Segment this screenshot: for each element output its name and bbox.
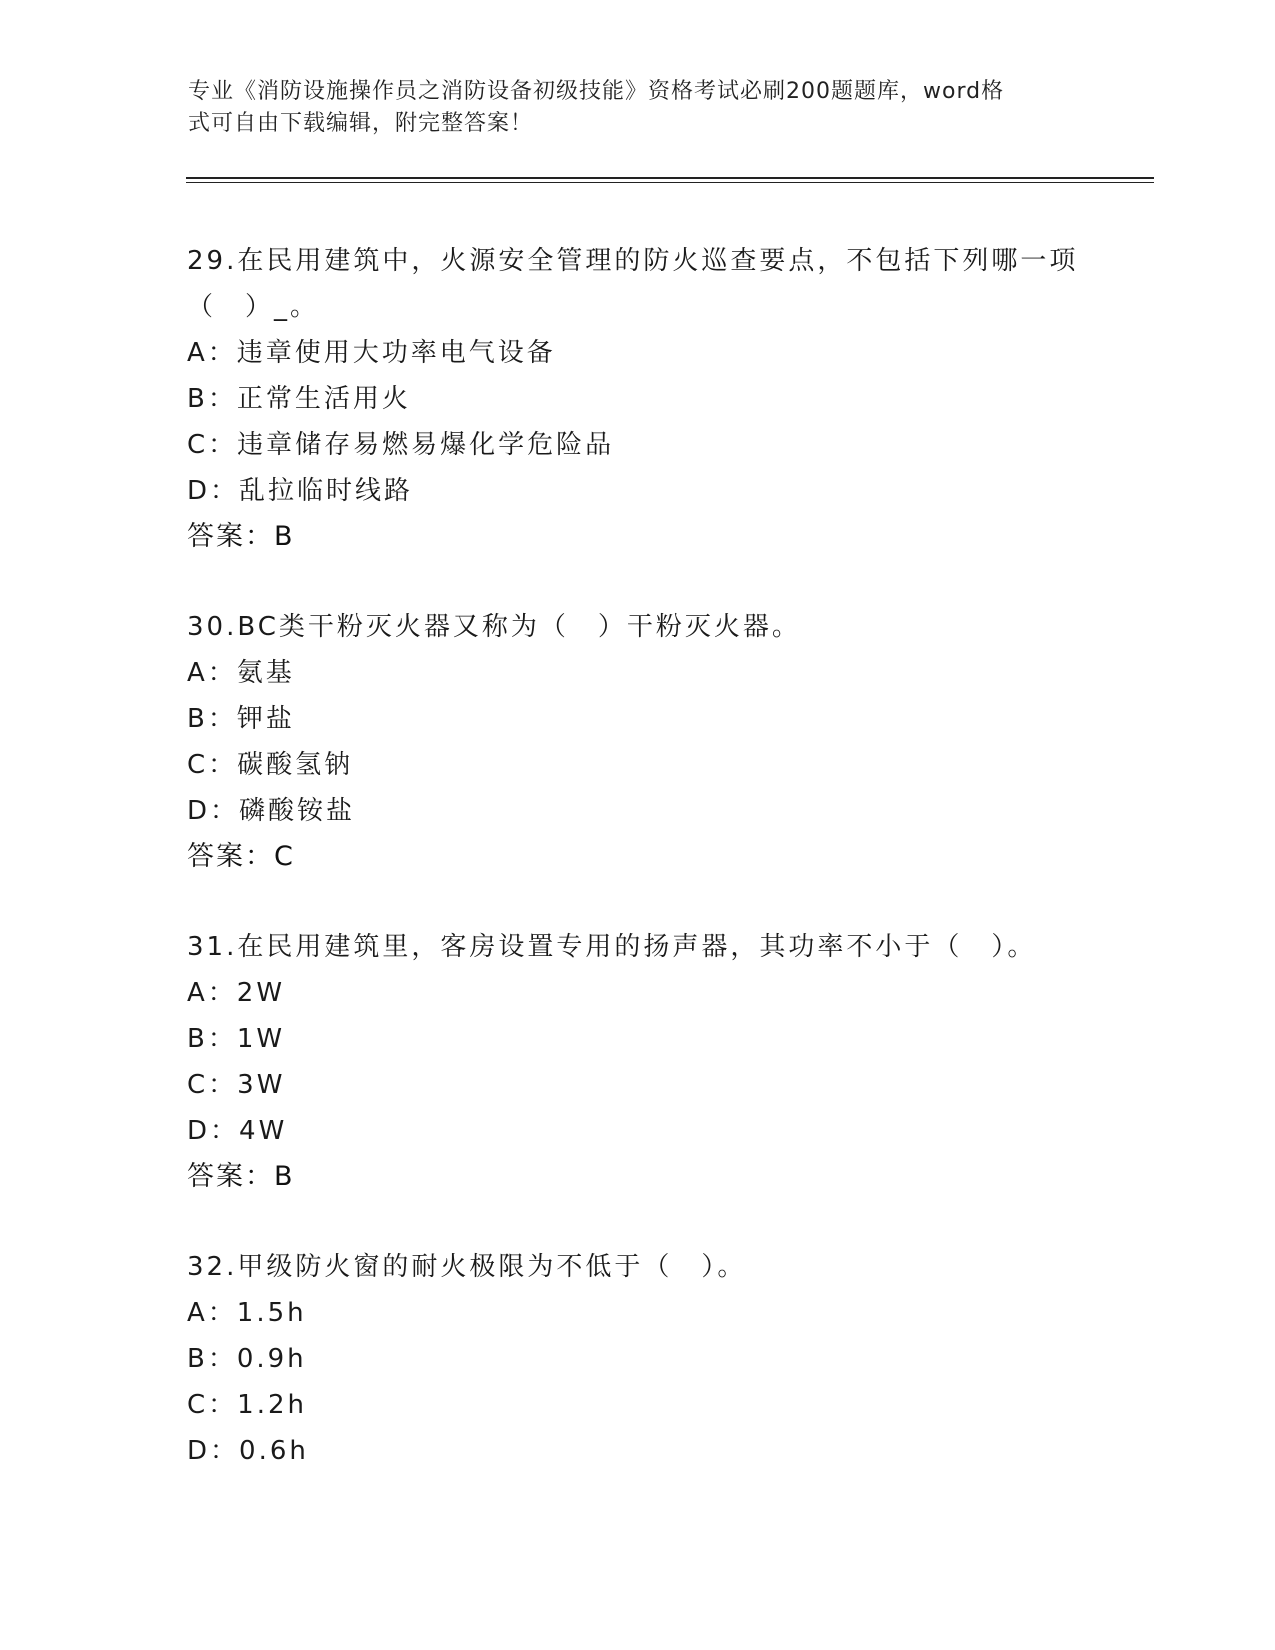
option-a: A：2W [187, 978, 286, 1008]
question-stem: 32.甲级防火窗的耐火极限为不低于（ ）。 [187, 1252, 747, 1282]
question-32 [187, 1244, 1087, 1474]
question-stem-continued: （ ）_。 [187, 292, 320, 322]
option-c: C：1.2h [187, 1390, 307, 1420]
question-list [187, 238, 1087, 1474]
document-header [188, 76, 1068, 140]
option-a: A：1.5h [187, 1298, 307, 1328]
question-stem: 30.BC类干粉灭火器又称为（ ）干粉灭火器。 [187, 612, 801, 642]
question-gap [187, 560, 1087, 604]
option-d: D：4W [187, 1116, 288, 1146]
question-stem: 29.在民用建筑中，火源安全管理的防火巡查要点，不包括下列哪一项 [187, 246, 1079, 276]
option-c: C：碳酸氢钠 [187, 750, 354, 780]
option-d: D：乱拉临时线路 [187, 476, 414, 506]
option-c: C：违章储存易燃易爆化学危险品 [187, 430, 615, 460]
question-stem: 31.在民用建筑里，客房设置专用的扬声器，其功率不小于（ ）。 [187, 932, 1037, 962]
question-30 [187, 604, 1087, 880]
question-gap [187, 880, 1087, 924]
answer-line: 答案：B [187, 1161, 295, 1192]
question-31 [187, 924, 1087, 1200]
option-a: A：氨基 [187, 658, 295, 688]
option-a: A：违章使用大功率电气设备 [187, 338, 556, 368]
option-b: B：0.9h [187, 1344, 307, 1374]
question-gap [187, 1200, 1087, 1244]
answer-line: 答案：C [187, 841, 295, 872]
option-b: B：正常生活用火 [187, 384, 411, 414]
option-d: D：磷酸铵盐 [187, 796, 356, 826]
option-d: D：0.6h [187, 1436, 309, 1466]
option-c: C：3W [187, 1070, 286, 1100]
option-b: B：钾盐 [187, 704, 295, 734]
answer-line: 答案：B [187, 521, 295, 552]
header-divider [186, 177, 1154, 183]
question-29 [187, 238, 1087, 560]
option-b: B：1W [187, 1024, 286, 1054]
header-line-1: 专业《消防设施操作员之消防设备初级技能》资格考试必刷200题题库，word格 [188, 79, 1005, 104]
header-line-2: 式可自由下载编辑，附完整答案！ [188, 111, 534, 136]
